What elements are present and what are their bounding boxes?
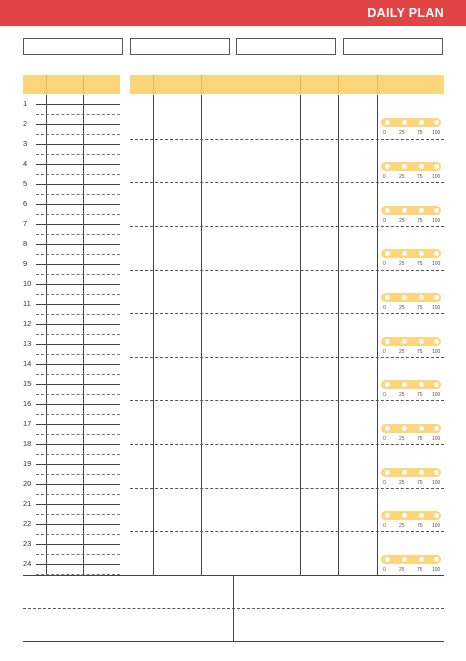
hour-row-line[interactable]	[36, 424, 120, 425]
hour-label: 3	[23, 139, 28, 148]
progress-scale-label: 75	[417, 480, 423, 486]
progress-scale-label: 0	[383, 480, 386, 486]
progress-dot[interactable]	[402, 120, 407, 125]
progress-dot[interactable]	[419, 470, 424, 475]
top-field-4[interactable]	[343, 38, 443, 55]
progress-dot[interactable]	[385, 164, 390, 169]
half-hour-line[interactable]	[36, 554, 120, 555]
progress-scale-label: 75	[417, 305, 423, 311]
progress-dot[interactable]	[402, 470, 407, 475]
hour-label: 6	[23, 199, 28, 208]
half-hour-line[interactable]	[36, 434, 120, 435]
progress-dot[interactable]	[419, 251, 424, 256]
progress-dot[interactable]	[434, 251, 439, 256]
hour-label: 15	[23, 379, 32, 388]
progress-dot[interactable]	[419, 208, 424, 213]
hour-row-line[interactable]	[36, 244, 120, 245]
hour-row-line[interactable]	[36, 344, 120, 345]
hour-table-header	[23, 75, 120, 94]
progress-scale-label: 100	[432, 392, 441, 398]
notes-bottom-line	[23, 641, 444, 642]
half-hour-line[interactable]	[36, 334, 120, 335]
top-field-2[interactable]	[130, 38, 230, 55]
progress-scale-label: 75	[417, 174, 423, 180]
progress-scale-label: 25	[399, 392, 405, 398]
hour-label: 17	[23, 419, 32, 428]
progress-scale-label: 0	[383, 261, 386, 267]
progress-bar[interactable]	[381, 424, 441, 433]
hour-row-line[interactable]	[36, 544, 120, 545]
progress-scale-label: 25	[399, 305, 405, 311]
hour-label: 20	[23, 479, 32, 488]
progress-scale-label: 75	[417, 130, 423, 136]
task-table-header	[130, 75, 444, 94]
hour-label: 1	[23, 99, 28, 108]
progress-scale-label: 0	[383, 349, 386, 355]
progress-scale-label: 100	[432, 261, 441, 267]
progress-dot[interactable]	[385, 382, 390, 387]
notes-dash-line[interactable]	[23, 608, 444, 609]
progress-scale-label: 100	[432, 174, 441, 180]
hour-row-line[interactable]	[36, 164, 120, 165]
half-hour-line[interactable]	[36, 514, 120, 515]
half-hour-line[interactable]	[36, 274, 120, 275]
progress-scale-label: 25	[399, 436, 405, 442]
progress-dot[interactable]	[419, 426, 424, 431]
half-hour-line[interactable]	[36, 134, 120, 135]
progress-bar[interactable]	[381, 206, 441, 215]
hour-label: 18	[23, 439, 32, 448]
progress-scale-label: 0	[383, 218, 386, 224]
progress-scale-label: 0	[383, 567, 386, 573]
progress-dot[interactable]	[434, 426, 439, 431]
progress-dot[interactable]	[434, 382, 439, 387]
progress-dot[interactable]	[402, 557, 407, 562]
progress-dot[interactable]	[385, 251, 390, 256]
hour-label: 22	[23, 519, 32, 528]
hour-row-line[interactable]	[36, 384, 120, 385]
progress-bar[interactable]	[381, 468, 441, 477]
progress-dot[interactable]	[402, 251, 407, 256]
progress-scale-label: 75	[417, 261, 423, 267]
hour-row-line[interactable]	[36, 264, 120, 265]
hour-label: 8	[23, 239, 28, 248]
hour-row-line[interactable]	[36, 284, 120, 285]
progress-dot[interactable]	[385, 513, 390, 518]
progress-scale-label: 100	[432, 480, 441, 486]
progress-dot[interactable]	[434, 295, 439, 300]
progress-dot[interactable]	[434, 513, 439, 518]
hour-label: 23	[23, 539, 32, 548]
half-hour-line[interactable]	[36, 154, 120, 155]
hour-label: 12	[23, 319, 32, 328]
hour-label: 13	[23, 339, 32, 348]
hour-row-line[interactable]	[36, 204, 120, 205]
progress-bar[interactable]	[381, 293, 441, 302]
half-hour-line[interactable]	[36, 214, 120, 215]
task-row-separator	[130, 488, 444, 489]
half-hour-line[interactable]	[36, 454, 120, 455]
hour-row-line[interactable]	[36, 444, 120, 445]
progress-dot[interactable]	[385, 470, 390, 475]
progress-dot[interactable]	[434, 120, 439, 125]
hour-label: 11	[23, 299, 31, 308]
hour-label: 19	[23, 459, 32, 468]
half-hour-line[interactable]	[36, 394, 120, 395]
half-hour-line[interactable]	[36, 234, 120, 235]
progress-scale-label: 100	[432, 436, 441, 442]
progress-dot[interactable]	[402, 426, 407, 431]
half-hour-line[interactable]	[36, 314, 120, 315]
hour-row-line[interactable]	[36, 144, 120, 145]
half-hour-line[interactable]	[36, 194, 120, 195]
hour-row-line[interactable]	[36, 304, 120, 305]
hour-label: 14	[23, 359, 32, 368]
hour-row-line[interactable]	[36, 484, 120, 485]
progress-scale-label: 25	[399, 261, 405, 267]
hour-row-line[interactable]	[36, 464, 120, 465]
progress-dot[interactable]	[434, 557, 439, 562]
hour-column-line	[46, 95, 47, 575]
progress-scale-label: 100	[432, 349, 441, 355]
progress-bar[interactable]	[381, 249, 441, 258]
progress-dot[interactable]	[434, 470, 439, 475]
progress-scale-label: 100	[432, 130, 441, 136]
hour-column-line	[83, 95, 84, 575]
progress-scale-label: 25	[399, 218, 405, 224]
task-column-line	[201, 95, 202, 575]
progress-dot[interactable]	[419, 382, 424, 387]
progress-scale-label: 25	[399, 130, 405, 136]
hour-label: 5	[23, 179, 28, 188]
hour-row-line[interactable]	[36, 124, 120, 125]
half-hour-line[interactable]	[36, 534, 120, 535]
progress-dot[interactable]	[419, 295, 424, 300]
progress-scale-label: 100	[432, 523, 441, 529]
progress-scale-label: 0	[383, 523, 386, 529]
progress-scale-label: 75	[417, 567, 423, 573]
progress-scale-label: 75	[417, 349, 423, 355]
hour-label: 9	[23, 259, 28, 268]
progress-bar[interactable]	[381, 555, 441, 564]
progress-scale-label: 100	[432, 218, 441, 224]
progress-dot[interactable]	[385, 295, 390, 300]
task-row-separator	[130, 313, 444, 314]
hour-label: 4	[23, 159, 28, 168]
progress-dot[interactable]	[434, 339, 439, 344]
progress-scale-label: 100	[432, 305, 441, 311]
progress-scale-label: 0	[383, 392, 386, 398]
progress-scale-label: 100	[432, 567, 441, 573]
progress-dot[interactable]	[419, 513, 424, 518]
task-row-separator	[130, 357, 444, 358]
progress-dot[interactable]	[385, 557, 390, 562]
hour-label: 16	[23, 399, 32, 408]
progress-dot[interactable]	[419, 339, 424, 344]
progress-scale-label: 75	[417, 392, 423, 398]
progress-scale-label: 25	[399, 174, 405, 180]
hour-row-line[interactable]	[36, 564, 120, 565]
half-hour-line[interactable]	[36, 474, 120, 475]
task-row-separator	[130, 400, 444, 401]
task-row-separator	[130, 444, 444, 445]
half-hour-line[interactable]	[36, 354, 120, 355]
half-hour-line[interactable]	[36, 374, 120, 375]
hour-label: 2	[23, 119, 28, 128]
progress-dot[interactable]	[402, 382, 407, 387]
progress-scale-label: 0	[383, 436, 386, 442]
progress-scale-label: 0	[383, 174, 386, 180]
hour-row-line[interactable]	[36, 404, 120, 405]
half-hour-line[interactable]	[36, 494, 120, 495]
progress-scale-label: 25	[399, 349, 405, 355]
progress-scale-label: 75	[417, 436, 423, 442]
progress-dot[interactable]	[385, 120, 390, 125]
progress-dot[interactable]	[385, 339, 390, 344]
half-hour-line[interactable]	[36, 114, 120, 115]
top-field-1[interactable]	[23, 38, 123, 55]
hour-label: 10	[23, 279, 32, 288]
hour-row-line[interactable]	[36, 184, 120, 185]
task-row-separator	[130, 182, 444, 183]
half-hour-line[interactable]	[36, 254, 120, 255]
progress-scale-label: 25	[399, 480, 405, 486]
hour-label: 24	[23, 559, 32, 568]
hour-label: 21	[23, 499, 32, 508]
progress-dot[interactable]	[419, 120, 424, 125]
hour-row-line[interactable]	[36, 324, 120, 325]
progress-dot[interactable]	[419, 164, 424, 169]
hour-row-line[interactable]	[36, 104, 120, 105]
hour-row-line[interactable]	[36, 504, 120, 505]
progress-dot[interactable]	[402, 164, 407, 169]
task-column-line	[300, 95, 301, 575]
task-column-line	[153, 95, 154, 575]
task-column-line	[338, 95, 339, 575]
progress-bar[interactable]	[381, 337, 441, 346]
hour-row-line[interactable]	[36, 524, 120, 525]
half-hour-line[interactable]	[36, 294, 120, 295]
task-row-separator	[130, 531, 444, 532]
progress-scale-label: 0	[383, 305, 386, 311]
progress-dot[interactable]	[402, 513, 407, 518]
progress-bar[interactable]	[381, 380, 441, 389]
half-hour-line[interactable]	[36, 174, 120, 175]
hour-label: 7	[23, 219, 28, 228]
header-banner	[0, 0, 466, 26]
progress-scale-label: 25	[399, 567, 405, 573]
progress-dot[interactable]	[434, 164, 439, 169]
hour-row-line[interactable]	[36, 364, 120, 365]
progress-bar[interactable]	[381, 118, 441, 127]
progress-bar[interactable]	[381, 162, 441, 171]
progress-bar[interactable]	[381, 511, 441, 520]
progress-dot[interactable]	[385, 426, 390, 431]
half-hour-line[interactable]	[36, 414, 120, 415]
progress-dot[interactable]	[419, 557, 424, 562]
progress-dot[interactable]	[402, 208, 407, 213]
progress-dot[interactable]	[402, 295, 407, 300]
progress-scale-label: 75	[417, 218, 423, 224]
progress-scale-label: 75	[417, 523, 423, 529]
progress-scale-label: 25	[399, 523, 405, 529]
progress-dot[interactable]	[434, 208, 439, 213]
progress-dot[interactable]	[385, 208, 390, 213]
page-title: DAILY PLAN	[367, 6, 444, 20]
progress-scale-label: 0	[383, 130, 386, 136]
top-field-3[interactable]	[236, 38, 336, 55]
progress-dot[interactable]	[402, 339, 407, 344]
task-row-separator	[130, 270, 444, 271]
task-row-separator	[130, 226, 444, 227]
hour-row-line[interactable]	[36, 224, 120, 225]
task-row-separator	[130, 139, 444, 140]
task-column-line	[377, 95, 378, 575]
